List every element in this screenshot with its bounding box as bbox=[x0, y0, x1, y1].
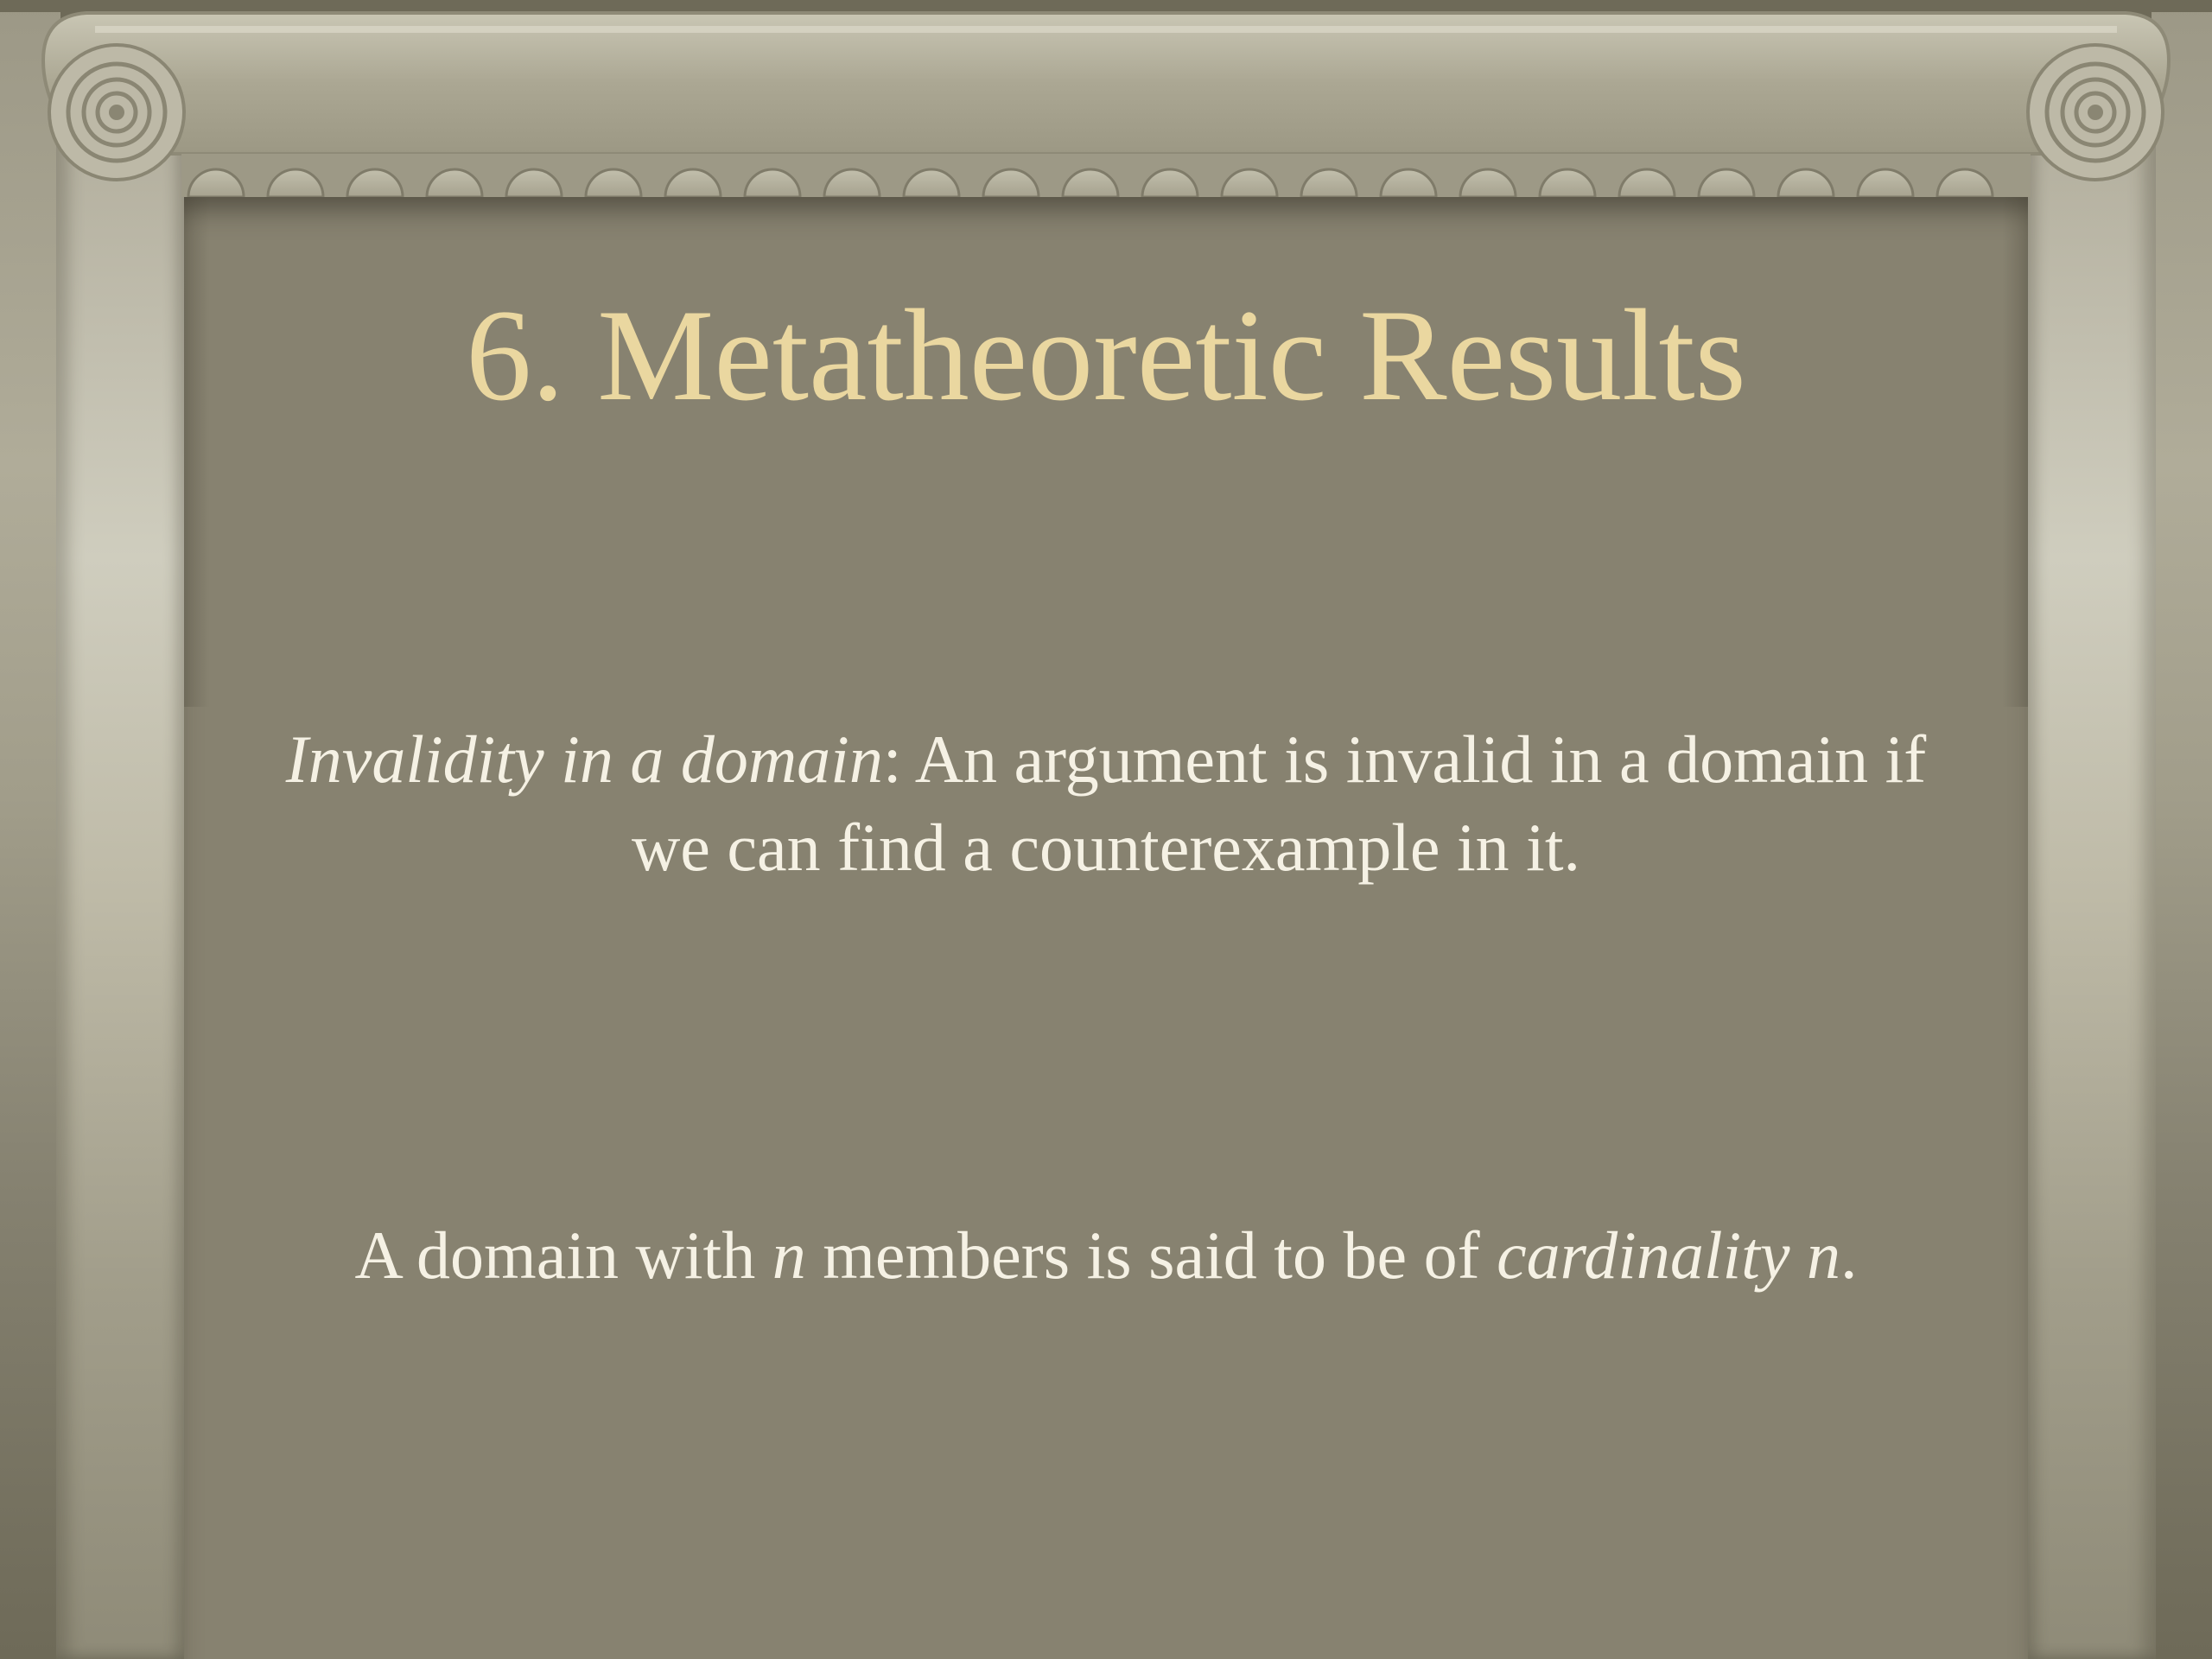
definition-paragraph bbox=[184, 715, 2028, 892]
cardinality-paragraph bbox=[184, 1211, 2028, 1300]
right-wall bbox=[2152, 0, 2212, 1659]
right-volute bbox=[2028, 45, 2163, 180]
content-shade-right bbox=[2002, 197, 2028, 707]
cardinality-period: . bbox=[1840, 1217, 1858, 1293]
left-column bbox=[56, 130, 186, 1659]
cardinality-middle: members is said to be of bbox=[805, 1217, 1497, 1293]
definition-text: : An argument is invalid in a domain if bbox=[882, 721, 1927, 797]
cardinality-lead: A domain with bbox=[354, 1217, 772, 1293]
definition-term: Invalidity in a domain bbox=[285, 721, 883, 797]
dentil-row bbox=[188, 169, 1993, 197]
slide-title: 6. Metatheoretic Results bbox=[466, 283, 1746, 428]
definition-line-2: we can find a counterexample in it. bbox=[631, 810, 1581, 885]
column-capital bbox=[0, 0, 2212, 207]
content-shade-left bbox=[184, 197, 210, 707]
variable-n: n bbox=[772, 1217, 806, 1293]
right-column bbox=[2026, 130, 2156, 1659]
left-wall bbox=[0, 0, 60, 1659]
capital-band bbox=[43, 13, 2169, 154]
left-volute bbox=[49, 45, 184, 180]
cardinality-term: cardinality bbox=[1497, 1217, 1790, 1293]
definition-line-1 bbox=[184, 715, 2028, 804]
slide-content bbox=[184, 197, 2028, 1659]
variable-n-second: n bbox=[1806, 1217, 1840, 1293]
cardinality-space bbox=[1789, 1217, 1807, 1293]
